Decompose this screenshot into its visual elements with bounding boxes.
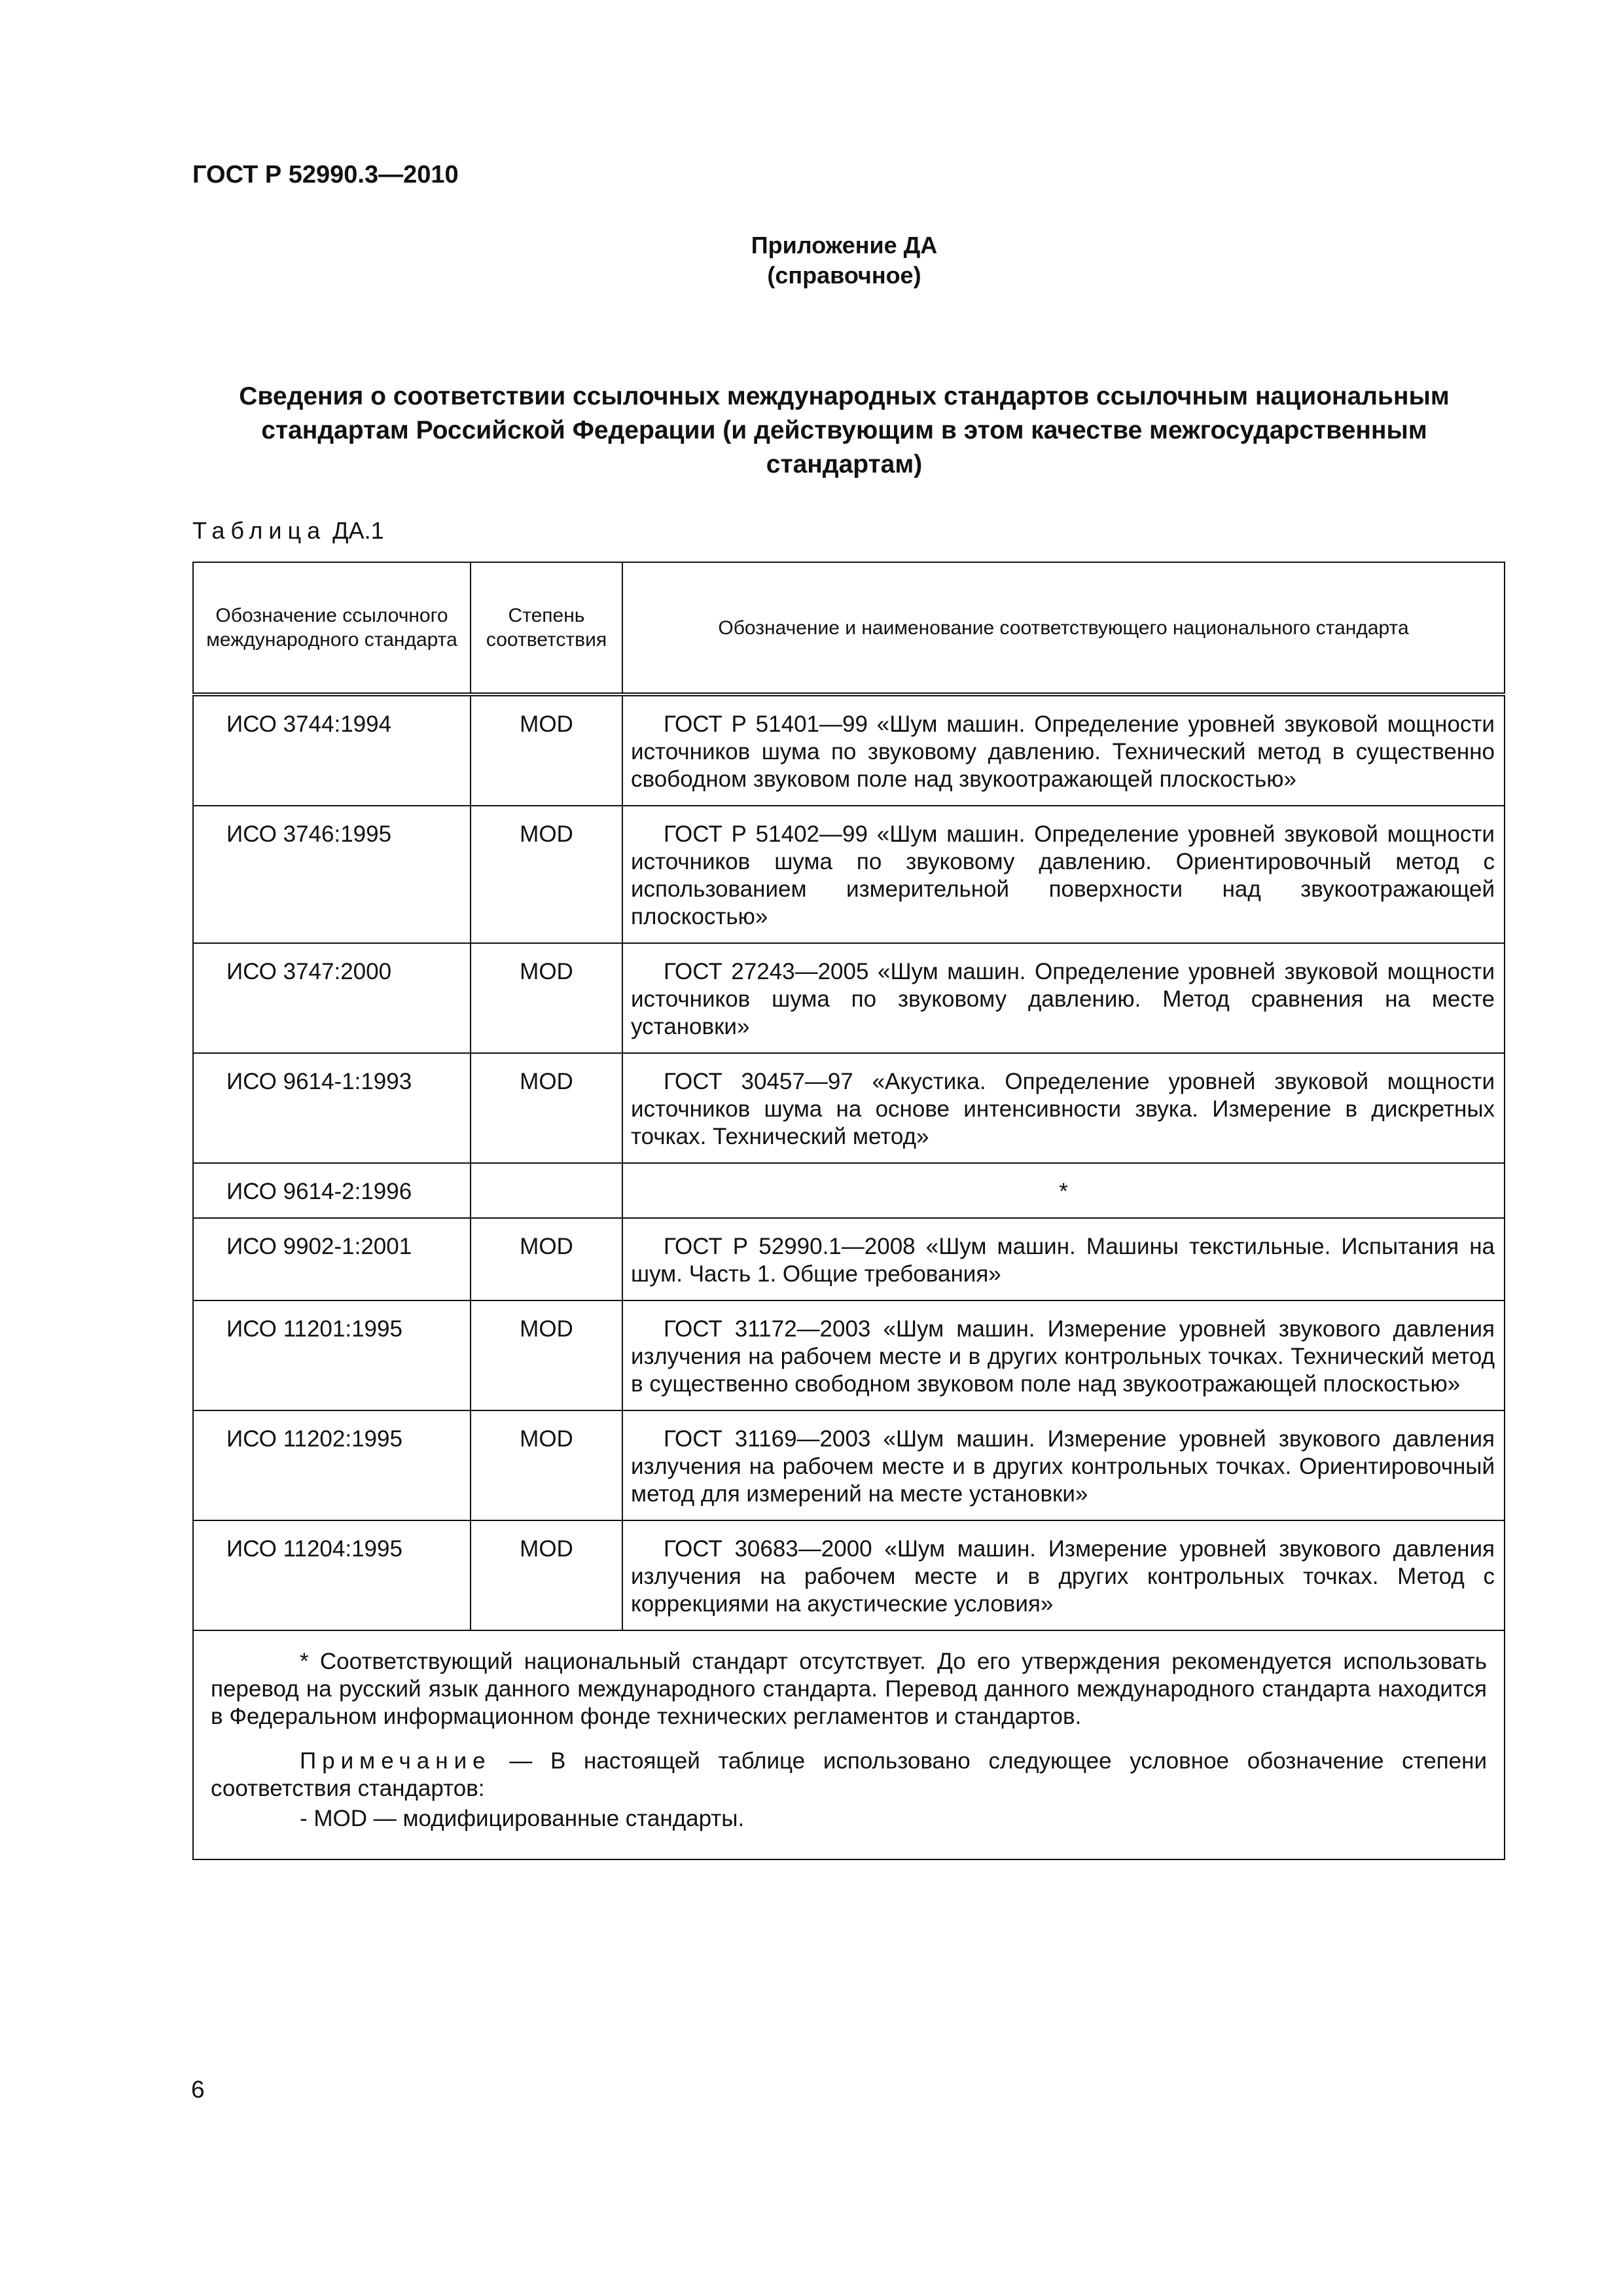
table-row (193, 943, 1505, 1053)
table-header-row (193, 562, 1505, 694)
intl-standard: ИСО 3747:2000 (193, 943, 471, 1053)
national-standard: ГОСТ 30457—97 «Акустика. Определение уровней звуковой мощности источников шума на основе интенсивности звука. Измерение в дискретных точках. Технический метод» (622, 1053, 1505, 1163)
section-title (190, 380, 1499, 482)
national-standard: ГОСТ Р 51401—99 «Шум машин. Определение уровней звуковой мощности источников шума по звуковому давлению. Технический метод в существенно свободном звуковом поле над звукоотражающей плоскостью» (622, 694, 1505, 806)
note-text: — В настоящей таблице использовано следующее условное обозначение степени соответствия стандартов: (211, 1748, 1487, 1801)
national-standard: ГОСТ 27243—2005 «Шум машин. Определение уровней звуковой мощности источников шума по звуковому давлению. Метод сравнения на месте установки» (622, 943, 1505, 1053)
conformity-degree: MOD (471, 1218, 622, 1300)
table-footnote (193, 1630, 1505, 1859)
intl-standard: ИСО 11202:1995 (193, 1410, 471, 1520)
intl-standard: ИСО 11204:1995 (193, 1520, 471, 1630)
conformity-degree: MOD (471, 1520, 622, 1630)
footnote-text: * Соответствующий национальный стандарт отсутствует. До его утверждения рекомендуется использовать перевод на русский язык данного международного стандарта. Перевод данного международного стандарта находится в Федеральном информационном фонде технических регламентов и стандартов. (211, 1649, 1487, 1729)
intl-standard: ИСО 3744:1994 (193, 694, 471, 806)
section-title-line: стандартам Российской Федерации (и действующим в этом качестве межгосударственным (261, 416, 1427, 444)
national-standard: ГОСТ Р 52990.1—2008 «Шум машин. Машины текстильные. Испытания на шум. Часть 1. Общие требования» (622, 1218, 1505, 1300)
table-row (193, 806, 1505, 943)
column-header-national: Обозначение и наименование соответствующего национального стандарта (622, 562, 1505, 694)
table-row (193, 1300, 1505, 1410)
conformity-degree: MOD (471, 694, 622, 806)
table-row (193, 694, 1505, 806)
table-row (193, 1218, 1505, 1300)
note-item: - MOD — модифицированные стандарты. (300, 1806, 745, 1831)
intl-standard: ИСО 3746:1995 (193, 806, 471, 943)
table-row (193, 1053, 1505, 1163)
annex-heading (0, 230, 1623, 291)
intl-standard: ИСО 11201:1995 (193, 1300, 471, 1410)
intl-standard: ИСО 9614-2:1996 (193, 1163, 471, 1218)
standards-table (192, 562, 1505, 1860)
conformity-degree: MOD (471, 943, 622, 1053)
national-standard: ГОСТ Р 51402—99 «Шум машин. Определение уровней звуковой мощности источников шума по звуковому давлению. Ориентировочный метод с использованием измерительной поверхности над звукоотражающей плоскостью» (622, 806, 1505, 943)
conformity-degree: MOD (471, 806, 622, 943)
conformity-degree: MOD (471, 1410, 622, 1520)
annex-title: Приложение ДА (751, 232, 938, 259)
table-label-number: ДА.1 (332, 517, 384, 544)
section-title-line: стандартам) (766, 450, 923, 478)
conformity-degree (471, 1163, 622, 1218)
national-standard: ГОСТ 31169—2003 «Шум машин. Измерение уровней звукового давления излучения на рабочем месте и в других контрольных точках. Ориентировочный метод для измерений на месте установки» (622, 1410, 1505, 1520)
column-header-degree: Степень соответствия (471, 562, 622, 694)
table-row (193, 1520, 1505, 1630)
table-label-word: Таблица (192, 517, 327, 544)
conformity-degree: MOD (471, 1300, 622, 1410)
table-label (192, 517, 384, 545)
conformity-degree: MOD (471, 1053, 622, 1163)
table-row (193, 1410, 1505, 1520)
national-standard: * (622, 1163, 1505, 1218)
table-note (211, 1748, 1487, 1803)
national-standard: ГОСТ 30683—2000 «Шум машин. Измерение уровней звукового давления излучения на рабочем месте и в других контрольных точках. Метод с коррекциями на акустические условия» (622, 1520, 1505, 1630)
note-label: Примечание (300, 1748, 491, 1774)
table-row (193, 1163, 1505, 1218)
column-header-intl: Обозначение ссылочного международного стандарта (193, 562, 471, 694)
national-standard: ГОСТ 31172—2003 «Шум машин. Измерение уровней звукового давления излучения на рабочем месте и в других контрольных точках. Технический метод в существенно свободном звуковом поле над звукоотражающей плоскостью» (622, 1300, 1505, 1410)
page-number: 6 (191, 2076, 205, 2103)
annex-type: (справочное) (767, 262, 921, 289)
document-header: ГОСТ Р 52990.3—2010 (192, 161, 459, 188)
intl-standard: ИСО 9614-1:1993 (193, 1053, 471, 1163)
intl-standard: ИСО 9902-1:2001 (193, 1218, 471, 1300)
section-title-line: Сведения о соответствии ссылочных международных стандартов ссылочным национальным (239, 382, 1450, 410)
table-footer-row (193, 1630, 1505, 1859)
